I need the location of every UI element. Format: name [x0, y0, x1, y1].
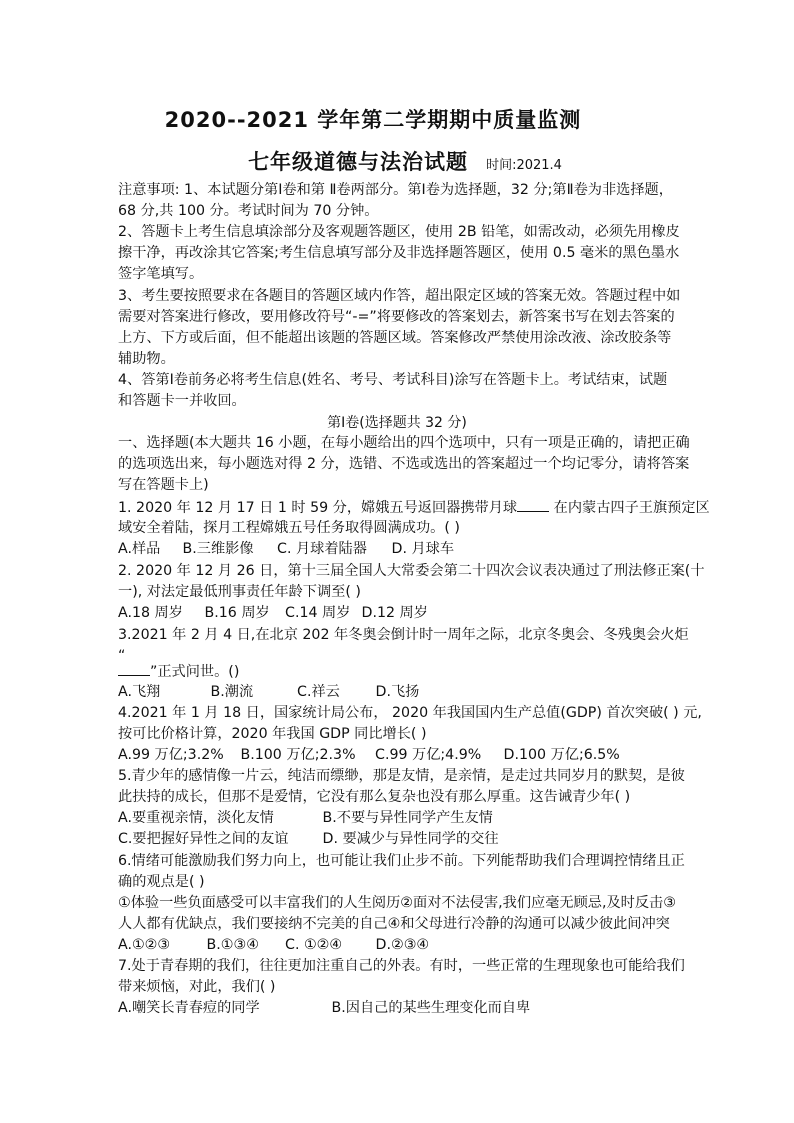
option-c: C. ①②④: [285, 937, 343, 953]
answer-blank: [118, 661, 150, 676]
question-2: 2. 2020 年 12 月 26 日，第十三届全国人大常委会第二十四次会议表决通过了刑法修正案(十: [118, 563, 705, 579]
option-a: A.样品: [118, 541, 161, 557]
question-1-line2: 域安全着陆，探月工程嫦娥五号任务取得圆满成功。( ): [118, 520, 460, 536]
exam-time: 时间:2021.4: [486, 158, 562, 173]
note-line: 上方、下方或后面，但不能超出该题的答题区域。答案修改严禁使用涂改液、涂改胶条等: [118, 330, 672, 346]
question-1-options: [118, 539, 454, 559]
note-line: 和答题卡一并收回。: [118, 393, 246, 409]
option-d: D.100 万亿;6.5%: [503, 747, 620, 763]
option-d: D.12 周岁: [361, 605, 428, 621]
option-d: D.飞扬: [375, 684, 420, 700]
option-c: C.要把握好异性之间的友谊: [118, 831, 289, 847]
note-line: 签字笔填写。: [118, 266, 204, 282]
exam-subtitle: [0, 146, 794, 176]
question-7-line2: 带来烦恼，对此，我们( ): [118, 979, 276, 995]
question-1-text-cont: 在内蒙古四子王旗预定区: [553, 500, 710, 516]
question-4-options: [118, 745, 620, 765]
note-line: 辅助物。: [118, 351, 175, 367]
instruction-line: 写在答题卡上): [118, 477, 209, 493]
question-6-line4: 人人都有优缺点，我们要接纳不完美的自己④和父母进行冷静的沟通可以减少彼此间冲突: [118, 916, 670, 932]
option-a: A.飞翔: [118, 684, 161, 700]
option-b: B.因自己的某些生理变化而自卑: [331, 1000, 531, 1016]
note-line: 需要对答案进行修改，要用修改符号“-=”将要修改的答案划去，新答案书写在划去答案的: [118, 309, 675, 325]
question-1-text: 1. 2020 年 12 月 17 日 1 时 59 分，嫦娥五号返回器携带月球: [118, 500, 518, 516]
question-5-options-row2: [118, 829, 499, 849]
question-5: 5.青少年的感情像一片云，纯洁而缥缈，那是友情，是亲情，是走过共同岁月的默契，是彼: [118, 768, 685, 784]
option-d: D. 月球车: [391, 541, 455, 557]
subject-title: 七年级道德与法治试题: [248, 150, 469, 174]
option-d: D. 要减少与异性同学的交往: [322, 831, 499, 847]
option-a: A.99 万亿;3.2%: [118, 747, 224, 763]
note-line: 注意事项: 1、本试题分第Ⅰ卷和第 Ⅱ卷两部分。第Ⅰ卷为选择题，32 分;第Ⅱ卷为非选择题，: [118, 182, 673, 198]
note-line: 68 分,共 100 分。考试时间为 70 分钟。: [118, 203, 379, 219]
question-7: 7.处于青春期的我们，往往更加注重自己的外表。有时，一些正常的生理现象也可能给我们: [118, 958, 685, 974]
question-6-line3: ①体验一些负面感受可以丰富我们的人生阅历②面对不法侵害,我们应毫无顾忌,及时反击③: [118, 895, 676, 911]
question-4-line2: 按可比价格计算，2020 年我国 GDP 同比增长( ): [118, 726, 427, 742]
option-b: B.16 周岁: [204, 605, 270, 621]
option-c: C.14 周岁: [285, 605, 351, 621]
option-c: C.祥云: [297, 684, 340, 700]
option-a: A.要重视亲情，淡化友情: [118, 810, 274, 826]
question-7-options: [118, 998, 530, 1018]
question-3-line2: “: [118, 648, 126, 664]
question-3-options: [118, 682, 419, 702]
question-4: 4.2021 年 1 月 18 日，国家统计局公布， 2020 年我国国内生产总值(GDP) 首次突破( ) 元,: [118, 705, 702, 721]
exam-title-text: 2020--2021 学年第二学期期中质量监测: [164, 108, 582, 132]
question-3: 3.2021 年 2 月 4 日,在北京 202 年冬奥会倒计时一周年之际，北京冬奥会、冬残奥会火炬: [118, 627, 689, 643]
option-a: A.18 周岁: [118, 605, 183, 621]
option-b: B.100 万亿;2.3%: [240, 747, 356, 763]
option-b: B.不要与异性同学产生友情: [322, 810, 493, 826]
option-b: B.①③④: [206, 937, 259, 953]
question-3-text-cont: ”正式问世。(): [150, 664, 240, 680]
note-line: 2、答题卡上考生信息填涂部分及客观题答题区，使用 2B 铅笔，如需改动，必须先用橡皮: [118, 224, 680, 240]
question-2-line2: 一), 对法定最低刑事责任年龄下调至( ): [118, 584, 361, 600]
question-5-line2: 此扶持的成长，但那不是爱情，它没有那么复杂也没有那么厚重。这告诫青少年( ): [118, 789, 631, 805]
exam-title: [0, 104, 794, 134]
instruction-line: 的选项选出来，每小题选对得 2 分，选错、不选或选出的答案超过一个均记零分，请将答案: [118, 456, 690, 472]
question-6-options: [118, 935, 429, 955]
option-d: D.②③④: [375, 937, 430, 953]
answer-blank: [517, 497, 549, 512]
note-line: 4、答第Ⅰ卷前务必将考生信息(姓名、考号、考试科目)涂写在答题卡上。考试结束，试题: [118, 372, 668, 388]
option-a: A.嘲笑长青春痘的同学: [118, 1000, 260, 1016]
option-b: B.潮流: [210, 684, 254, 700]
option-b: B.三维影像: [182, 541, 254, 557]
question-2-options: [118, 603, 428, 623]
note-line: 擦干净，再改涂其它答案;考生信息填写部分及非选择题答题区，使用 0.5 毫米的黑色墨水: [118, 245, 680, 261]
question-6: 6.情绪可能激励我们努力向上，也可能让我们止步不前。下列能帮助我们合理调控情绪且正: [118, 853, 685, 869]
option-c: C. 月球着陆器: [277, 541, 367, 557]
question-5-options-row1: [118, 808, 493, 828]
instruction-line: 一、选择题(本大题共 16 小题，在每小题给出的四个选项中，只有一项是正确的，请把正确: [118, 435, 690, 451]
question-6-line2: 确的观点是( ): [118, 874, 205, 890]
option-c: C.99 万亿;4.9%: [375, 747, 482, 763]
question-3-line3: [118, 661, 239, 682]
section-title: 第Ⅰ卷(选择题共 32 分): [327, 415, 467, 431]
option-a: A.①②③: [118, 937, 171, 953]
question-1: [118, 497, 710, 518]
note-line: 3、考生要按照要求在各题目的答题区域内作答，超出限定区域的答案无效。答题过程中如: [118, 288, 681, 304]
